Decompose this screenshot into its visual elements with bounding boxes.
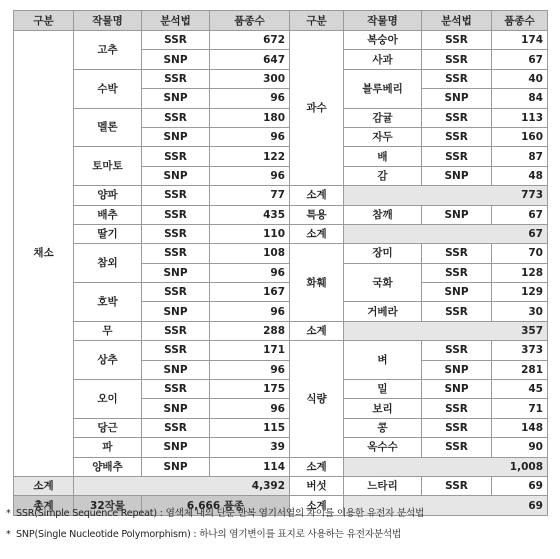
crop-cell: 거베라 <box>344 302 422 321</box>
count-cell: 174 <box>492 31 548 50</box>
crop-cell: 멜론 <box>74 108 142 147</box>
method-cell: SSR <box>142 108 210 127</box>
footnote-ssr <box>6 506 556 521</box>
crop-cell: 감귤 <box>344 108 422 127</box>
method-cell: SSR <box>422 418 492 437</box>
method-cell: SNP <box>142 127 210 146</box>
method-cell: SSR <box>142 418 210 437</box>
count-cell: 96 <box>210 89 290 108</box>
method-cell: SSR <box>142 341 210 360</box>
method-cell: SNP <box>422 283 492 302</box>
variety-table <box>13 10 548 516</box>
method-cell: SNP <box>142 457 210 476</box>
method-cell: SSR <box>422 399 492 418</box>
count-cell: 300 <box>210 69 290 88</box>
fruit-subtotal: 773 <box>344 186 548 205</box>
method-cell: SNP <box>422 205 492 224</box>
method-cell: SSR <box>142 380 210 399</box>
method-cell: SSR <box>422 244 492 263</box>
count-cell: 171 <box>210 341 290 360</box>
table-row <box>14 69 548 88</box>
food-subtotal: 1,008 <box>344 457 548 476</box>
crop-cell: 수박 <box>74 69 142 108</box>
crop-cell: 무 <box>74 321 142 340</box>
table-row <box>14 224 548 243</box>
count-cell: 113 <box>492 108 548 127</box>
flower-subtotal-label: 소계 <box>290 321 344 340</box>
footnotes <box>6 506 556 548</box>
table-row <box>14 31 548 50</box>
crop-cell: 호박 <box>74 283 142 322</box>
table-row <box>14 283 548 302</box>
crop-cell: 국화 <box>344 263 422 302</box>
method-cell: SNP <box>422 380 492 399</box>
crop-cell: 딸기 <box>74 224 142 243</box>
flower-subtotal: 357 <box>344 321 548 340</box>
crop-cell: 느타리 <box>344 476 422 495</box>
crop-cell: 당근 <box>74 418 142 437</box>
header-crop-right: 작물명 <box>344 11 422 31</box>
method-cell: SSR <box>422 302 492 321</box>
crop-cell: 토마토 <box>74 147 142 186</box>
method-cell: SSR <box>142 186 210 205</box>
crop-cell: 블루베리 <box>344 69 422 108</box>
method-cell: SSR <box>142 69 210 88</box>
count-cell: 110 <box>210 224 290 243</box>
count-cell: 672 <box>210 31 290 50</box>
crop-cell: 고추 <box>74 31 142 70</box>
method-cell: SSR <box>422 341 492 360</box>
table-row <box>14 321 548 340</box>
fruit-subtotal-label: 소계 <box>290 186 344 205</box>
vegetable-subtotal: 4,392 <box>74 476 290 495</box>
count-cell: 114 <box>210 457 290 476</box>
grand-total-varieties: 6,666 품종 <box>142 496 290 515</box>
crop-cell: 양배추 <box>74 457 142 476</box>
method-cell: SSR <box>422 438 492 457</box>
method-cell: SNP <box>142 263 210 282</box>
bullet-mark: * <box>6 508 11 519</box>
footnote-ssr-text: SSR(Simple Sequence Repeat) : 염색체 내의 단순 반복 염기서열의 차이를 이용한 유전자 분석법 <box>16 508 425 519</box>
header-crop-left: 작물명 <box>74 11 142 31</box>
method-cell: SSR <box>142 244 210 263</box>
count-cell: 167 <box>210 283 290 302</box>
method-cell: SSR <box>142 147 210 166</box>
footnote-snp-text: SNP(Single Nucleotide Polymorphism) : 하나의 염기변이를 표지로 사용하는 유전자분석법 <box>16 529 402 540</box>
method-cell: SSR <box>422 147 492 166</box>
category-special: 특용 <box>290 205 344 224</box>
count-cell: 77 <box>210 186 290 205</box>
count-cell: 40 <box>492 69 548 88</box>
crop-cell: 장미 <box>344 244 422 263</box>
method-cell: SNP <box>142 360 210 379</box>
count-cell: 39 <box>210 438 290 457</box>
method-cell: SSR <box>422 69 492 88</box>
crop-cell: 옥수수 <box>344 438 422 457</box>
header-row <box>14 11 548 31</box>
header-count-left: 품종수 <box>210 11 290 31</box>
table-row <box>14 380 548 399</box>
footnote-snp <box>6 527 556 542</box>
method-cell: SNP <box>142 166 210 185</box>
table-row <box>14 438 548 457</box>
count-cell: 96 <box>210 399 290 418</box>
crop-cell: 파 <box>74 438 142 457</box>
count-cell: 281 <box>492 360 548 379</box>
crop-cell: 상추 <box>74 341 142 380</box>
method-cell: SSR <box>422 476 492 495</box>
table-row <box>14 244 548 263</box>
method-cell: SNP <box>422 166 492 185</box>
method-cell: SSR <box>142 205 210 224</box>
count-cell: 48 <box>492 166 548 185</box>
crop-cell: 오이 <box>74 380 142 419</box>
category-fruit: 과수 <box>290 31 344 186</box>
crop-cell: 보리 <box>344 399 422 418</box>
method-cell: SSR <box>142 283 210 302</box>
crop-cell: 복숭아 <box>344 31 422 50</box>
method-cell: SSR <box>422 31 492 50</box>
mushroom-subtotal-label: 소계 <box>290 496 344 515</box>
count-cell: 30 <box>492 302 548 321</box>
count-cell: 96 <box>210 302 290 321</box>
table-row <box>14 418 548 437</box>
count-cell: 45 <box>492 380 548 399</box>
count-cell: 288 <box>210 321 290 340</box>
category-vegetable: 채소 <box>14 31 74 477</box>
grand-total-label: 총계 <box>14 496 74 515</box>
category-flower: 화훼 <box>290 244 344 322</box>
table-row <box>14 108 548 127</box>
bullet-mark: * <box>6 529 11 540</box>
header-count-right: 품종수 <box>492 11 548 31</box>
count-cell: 96 <box>210 263 290 282</box>
table-row <box>14 186 548 205</box>
count-cell: 71 <box>492 399 548 418</box>
method-cell: SSR <box>142 31 210 50</box>
header-method-right: 분석법 <box>422 11 492 31</box>
crop-cell: 감 <box>344 166 422 185</box>
count-cell: 96 <box>210 127 290 146</box>
count-cell: 108 <box>210 244 290 263</box>
count-cell: 128 <box>492 263 548 282</box>
method-cell: SNP <box>142 89 210 108</box>
count-cell: 90 <box>492 438 548 457</box>
table-row <box>14 457 548 476</box>
table-row <box>14 476 548 495</box>
method-cell: SNP <box>142 399 210 418</box>
count-cell: 67 <box>492 50 548 69</box>
header-category-right: 구분 <box>290 11 344 31</box>
header-method-left: 분석법 <box>142 11 210 31</box>
method-cell: SSR <box>422 263 492 282</box>
category-food: 식량 <box>290 341 344 457</box>
table-row <box>14 147 548 166</box>
special-subtotal: 67 <box>344 224 548 243</box>
method-cell: SNP <box>142 50 210 69</box>
count-cell: 180 <box>210 108 290 127</box>
crop-cell: 참깨 <box>344 205 422 224</box>
count-cell: 96 <box>210 166 290 185</box>
grand-total-crops: 32작물 <box>74 496 142 515</box>
count-cell: 115 <box>210 418 290 437</box>
count-cell: 87 <box>492 147 548 166</box>
method-cell: SSR <box>422 108 492 127</box>
mushroom-subtotal: 69 <box>344 496 548 515</box>
count-cell: 160 <box>492 127 548 146</box>
crop-cell: 콩 <box>344 418 422 437</box>
count-cell: 175 <box>210 380 290 399</box>
method-cell: SSR <box>422 127 492 146</box>
count-cell: 67 <box>492 205 548 224</box>
count-cell: 96 <box>210 360 290 379</box>
category-mushroom: 버섯 <box>290 476 344 495</box>
count-cell: 148 <box>492 418 548 437</box>
crop-cell: 자두 <box>344 127 422 146</box>
header-category-left: 구분 <box>14 11 74 31</box>
count-cell: 69 <box>492 476 548 495</box>
count-cell: 70 <box>492 244 548 263</box>
method-cell: SSR <box>142 321 210 340</box>
method-cell: SNP <box>422 89 492 108</box>
table-row <box>14 205 548 224</box>
count-cell: 435 <box>210 205 290 224</box>
method-cell: SNP <box>142 302 210 321</box>
table-row <box>14 341 548 360</box>
count-cell: 129 <box>492 283 548 302</box>
crop-cell: 참외 <box>74 244 142 283</box>
crop-cell: 사과 <box>344 50 422 69</box>
method-cell: SSR <box>142 224 210 243</box>
method-cell: SNP <box>142 438 210 457</box>
crop-cell: 양파 <box>74 186 142 205</box>
crop-cell: 벼 <box>344 341 422 380</box>
crop-cell: 배추 <box>74 205 142 224</box>
crop-cell: 배 <box>344 147 422 166</box>
crop-cell: 밀 <box>344 380 422 399</box>
method-cell: SNP <box>422 360 492 379</box>
count-cell: 373 <box>492 341 548 360</box>
food-subtotal-label: 소계 <box>290 457 344 476</box>
count-cell: 122 <box>210 147 290 166</box>
count-cell: 84 <box>492 89 548 108</box>
method-cell: SSR <box>422 50 492 69</box>
count-cell: 647 <box>210 50 290 69</box>
vegetable-subtotal-label: 소계 <box>14 476 74 495</box>
special-subtotal-label: 소계 <box>290 224 344 243</box>
